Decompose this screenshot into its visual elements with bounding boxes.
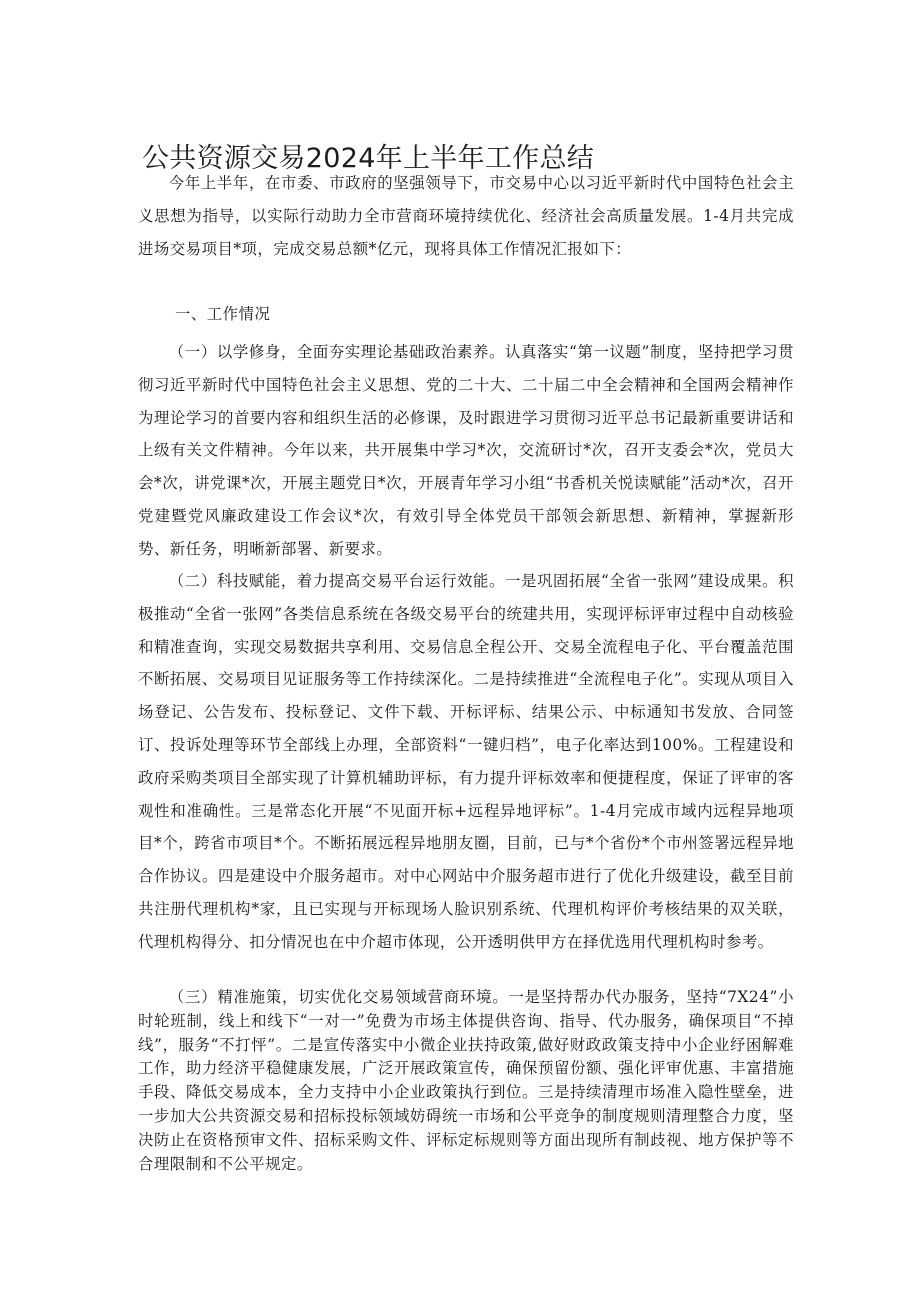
paragraph-tech-empowerment: （二）科技赋能，着力提高交易平台运行效能。一是巩固拓展“全省一张网”建设成果。积极推动“全省一张网”各类信息系统在各级交易平台的统建共用，实现评标评审过程中自动核验和精准查询，实现交易数据共享利用、交易信息全程公开、交易全流程电子化、平台覆盖范围不断拓展、交易项目见证服务等工作持续深化。二是持续推进“全流程电子化”。实现从项目入场登记、公告发布、投标登记、文件下载、开标评标、结果公示、中标通知书发放、合同签订、投诉处理等环节全部线上办理，全部资料“一键归档”，电子化率达到100%。工程建设和政府采购类项目全部实现了计算机辅助评标，有力提升评标效率和便捷程度，保证了评审的客观性和准确性。三是常态化开展“不见面开标+远程异地评标”。1-4月完成市域内远程异地项目*个，跨省市项目*个。不断拓展远程异地朋友圈，目前，已与*个省份*个市州签署远程异地合作协议。四是建设中介服务超市。对中心网站中介服务超市进行了优化升级建设，截至目前共注册代理机构*家，且已实现与开标现场人脸识别系统、代理机构评价考核结果的双关联，代理机构得分、扣分情况也在中介超市体现，公开透明供甲方在择优选用代理机构时参考。 xyxy=(138,572,794,951)
paragraph-business-environment: （三）精准施策，切实优化交易领域营商环境。一是坚持帮办代办服务，坚持“7X24”小时轮班制，线上和线下“一对一”免费为市场主体提供咨询、指导、代办服务，确保项目“不掉线”，服务“不打怦”。二是宣传落实中小微企业扶持政策,做好财政政策支持中小企业纾困解难工作，助力经济平稳健康发展，广泛开展政策宣传，确保预留份额、强化评审优惠、丰富措施手段、降低交易成本，全力支持中小企业政策执行到位。三是持续清理市场准入隐性壁垒，进一步加大公共资源交易和招标投标领域妨碍统一市场和公平竞争的制度规则清理整合力度，坚决防止在资格预审文件、招标采购文件、评标定标规则等方面出现所有制歧视、地方保护等不合理限制和不公平规定。 xyxy=(138,988,794,1173)
intro-paragraph: 今年上半年，在市委、市政府的坚强领导下，市交易中心以习近平新时代中国特色社会主义思想为指导，以实际行动助力全市营商环境持续优化、经济社会高质量发展。1-4月共完成进场交易项目*项，完成交易总额*亿元，现将具体工作情况汇报如下： xyxy=(138,174,794,258)
document-title: 公共资源交易2024年上半年工作总结 xyxy=(142,143,595,174)
section-heading: 一、工作情况 xyxy=(175,305,271,323)
paragraph-theory-study: （一）以学修身，全面夯实理论基础政治素养。认真落实“第一议题”制度，坚持把学习贯彻习近平新时代中国特色社会主义思想、党的二十大、二十届二中全会精神和全国两会精神作为理论学习的首要内容和组织生活的必修课，及时跟进学习贯彻习近平总书记最新重要讲话和上级有关文件精神。今年以来，共开展集中学习*次，交流研讨*次，召开支委会*次，党员大会*次，讲党课*次，开展主题党日*次，开展青年学习小组“书香机关悦读赋能”活动*次，召开党建暨党风廉政建设工作会议*次，有效引导全体党员干部领会新思想、新精神，掌握新形势、新任务，明晰新部署、新要求。 xyxy=(138,343,794,558)
